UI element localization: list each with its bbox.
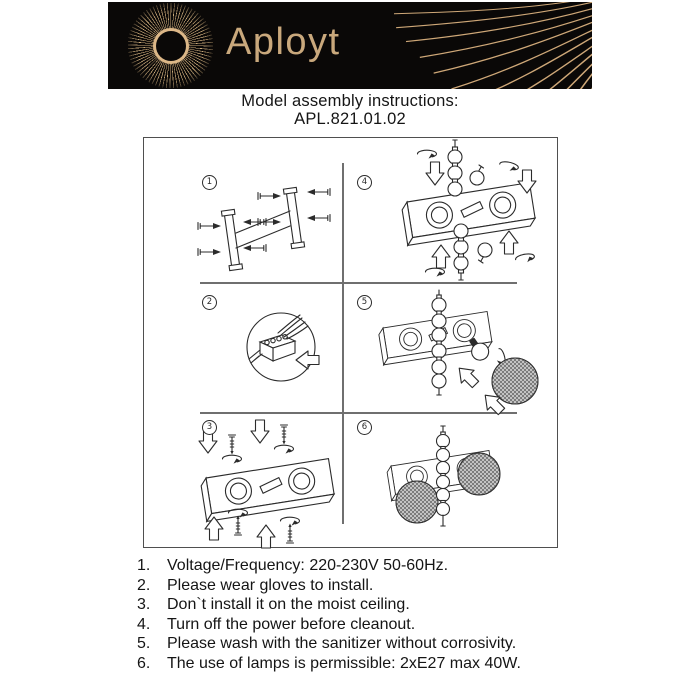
model-number: APL.821.01.02	[294, 110, 406, 128]
step-2-panel	[144, 284, 343, 412]
instruction-item	[137, 654, 521, 674]
item-number: 2.	[137, 576, 151, 594]
bulb-and-shade-install-diagram	[343, 284, 556, 412]
step-1-panel	[144, 138, 343, 283]
item-number: 6.	[137, 654, 151, 672]
sunburst-logo-icon	[128, 3, 213, 88]
instruction-item	[137, 576, 521, 596]
item-text: The use of lamps is permissible: 2xE27 max 40W.	[167, 654, 521, 672]
item-number: 1.	[137, 557, 151, 574]
assembled-fixture-diagram	[343, 414, 556, 546]
assembly-steps-grid	[143, 137, 558, 548]
item-text: Please wear gloves to install.	[167, 576, 374, 594]
item-number: 4.	[137, 615, 151, 633]
step-3-panel	[144, 414, 343, 546]
glass-shade-left-icon	[396, 481, 438, 523]
step-3-number: 3	[202, 420, 217, 435]
page-title: Model assembly instructions:	[241, 92, 459, 110]
step-2-number: 2	[202, 295, 217, 310]
sunburst-ring	[156, 31, 186, 61]
step-1-number: 1	[202, 175, 217, 190]
glass-shade-right-icon	[458, 453, 500, 495]
plate-mounting-screws-diagram	[144, 414, 343, 546]
instruction-item	[137, 556, 521, 576]
item-text: Voltage/Frequency: 220-230V 50-60Hz.	[167, 557, 449, 574]
brand-banner	[108, 2, 592, 89]
step-5-panel	[343, 284, 556, 412]
item-number: 5.	[137, 635, 151, 653]
step-6-panel	[343, 414, 556, 546]
item-text: Turn off the power before cleanout.	[167, 615, 416, 633]
corner-rays-icon	[394, 2, 592, 89]
step-6-number: 6	[357, 420, 372, 435]
step-4-number: 4	[357, 175, 372, 190]
wall-bracket-with-screws-diagram	[144, 138, 343, 283]
instruction-item	[137, 615, 521, 635]
item-text: Please wash with the sanitizer without corrosivity.	[167, 635, 517, 653]
step-5-number: 5	[357, 295, 372, 310]
item-number: 3.	[137, 596, 151, 614]
instruction-item	[137, 634, 521, 654]
ball-finial-assembly-diagram	[343, 138, 556, 283]
brand-wordmark: Aployt	[226, 21, 341, 63]
instruction-list	[137, 556, 521, 674]
wiring-terminal-block-diagram	[144, 284, 343, 412]
instruction-item	[137, 595, 521, 615]
step-4-panel	[343, 138, 556, 283]
item-text: Don`t install it on the moist ceiling.	[167, 596, 410, 614]
